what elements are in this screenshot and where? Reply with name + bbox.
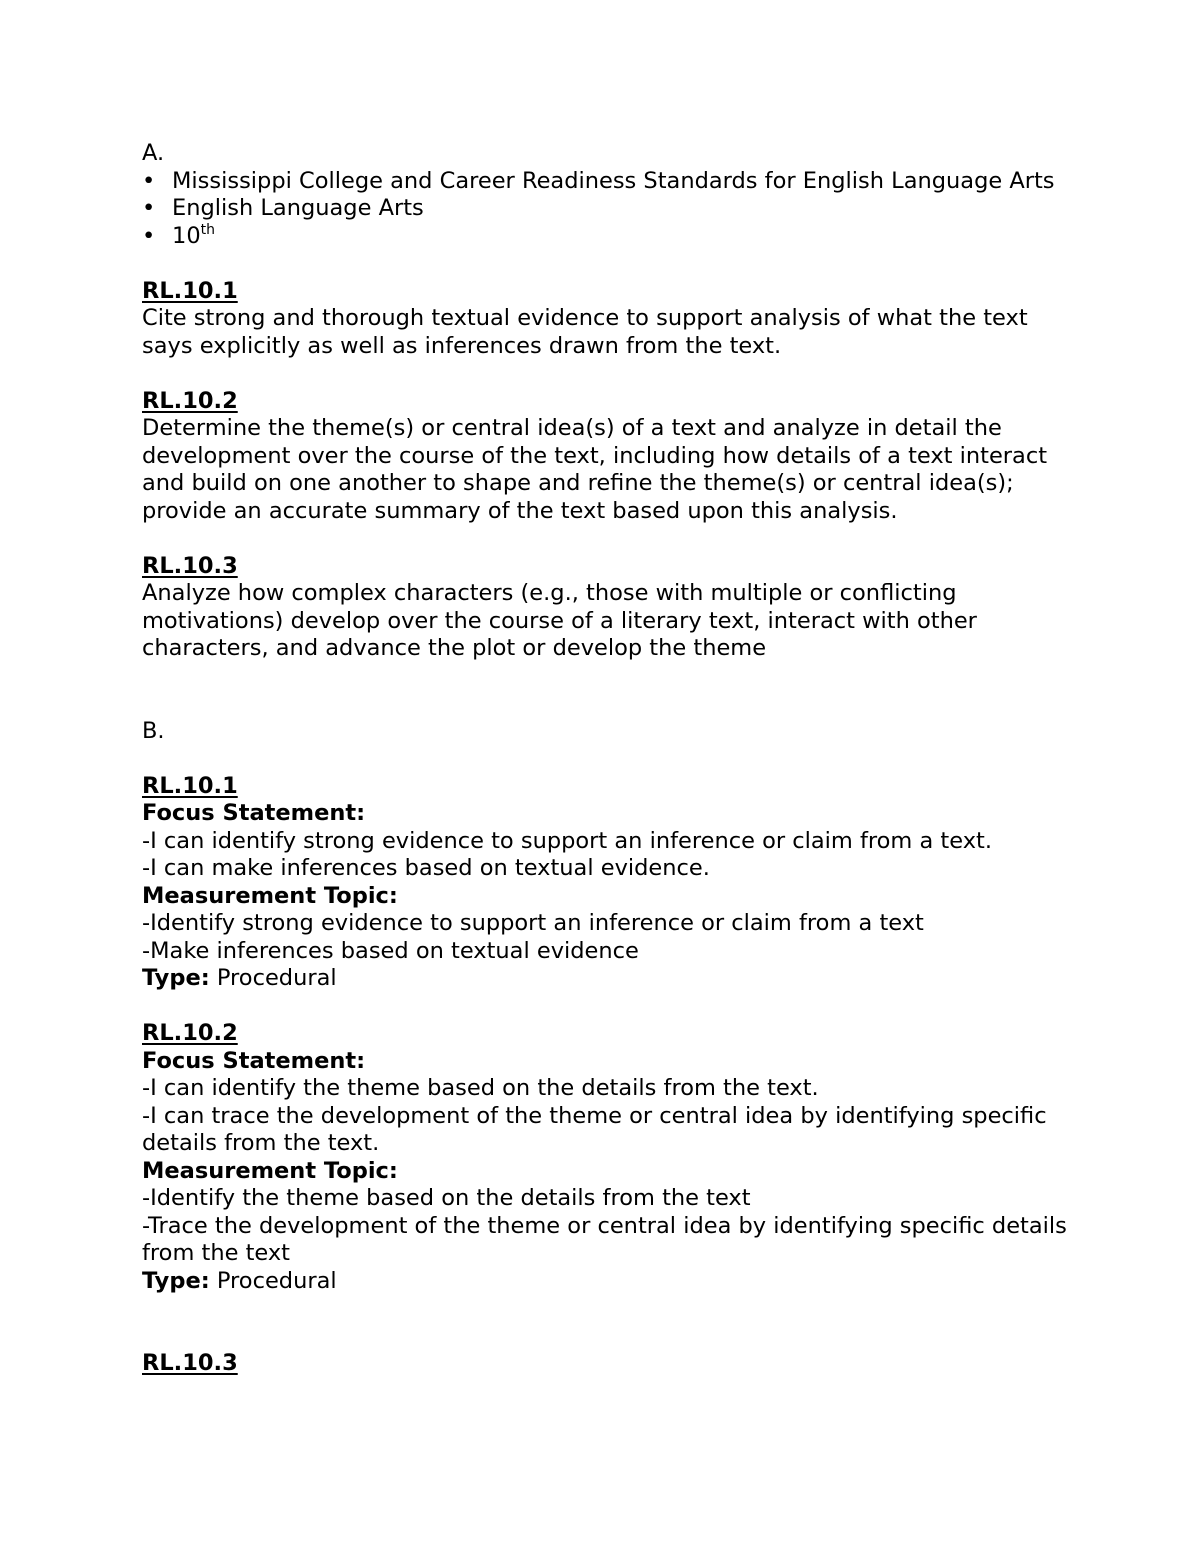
standard-code: RL.10.3	[142, 552, 238, 579]
measurement-topic-label: Measurement Topic:	[142, 882, 398, 909]
type-label: Type:	[142, 965, 210, 991]
focus-item: -I can identify strong evidence to support an inference or claim from a text.	[142, 827, 992, 854]
bullet-icon: •	[142, 195, 156, 221]
focus-statement-label: Focus Statement:	[142, 800, 366, 826]
grade-value	[172, 223, 1082, 251]
measurement-item: -Identify the theme based on the details from the text	[142, 1185, 751, 1211]
section-b-label: B.	[142, 717, 165, 744]
type-row	[142, 1268, 1082, 1296]
bullet-text: English Language Arts	[172, 195, 424, 221]
bullet-text: Mississippi College and Career Readiness Standards for English Language Arts	[172, 167, 1055, 194]
entry-code: RL.10.2	[142, 1020, 238, 1046]
measurement-item: -Trace the development of the theme or central idea by identifying specific details from the text	[142, 1212, 1067, 1266]
type-row	[142, 965, 1082, 993]
grade-number: 10	[172, 222, 201, 249]
standard-text: Analyze how complex characters (e.g., those with multiple or conflicting motivations) develop over the course of a literary text, interact with other characters, and advance the plot or develop the theme	[142, 580, 977, 661]
measurement-topic-label: Measurement Topic:	[142, 1157, 398, 1184]
type-value: Procedural	[216, 965, 337, 991]
section-a-label: A.	[142, 140, 165, 166]
type-label: Type:	[142, 1267, 210, 1294]
bullet-item-grade	[142, 223, 1082, 251]
standard-text: Cite strong and thorough textual evidence to support analysis of what the text says explicitly as well as inferences drawn from the text.	[142, 305, 1028, 359]
standard-text: Determine the theme(s) or central idea(s) of a text and analyze in detail the development over the course of the text, including how details of a text interact and build on one another to shape and refine the theme(s) or central idea(s); provide an accurate summary of the text based upon this analysis.	[142, 415, 1048, 524]
standard-code: RL.10.2	[142, 387, 238, 414]
bullet-item-standards-name	[142, 168, 1082, 196]
focus-item: -I can make inferences based on textual evidence.	[142, 855, 710, 881]
bullet-icon: •	[142, 167, 156, 194]
focus-statement-label: Focus Statement:	[142, 1047, 366, 1074]
measurement-item: -Identify strong evidence to support an inference or claim from a text	[142, 910, 924, 936]
bullet-icon: •	[142, 222, 156, 249]
grade-suffix: th	[200, 221, 216, 238]
document-page	[142, 140, 1082, 1378]
measurement-item: -Make inferences based on textual evidence	[142, 937, 639, 964]
focus-item: -I can trace the development of the theme or central idea by identifying specific details from the text.	[142, 1102, 1047, 1156]
type-value: Procedural	[216, 1267, 337, 1294]
entry-code: RL.10.3	[142, 1350, 238, 1376]
entry-code: RL.10.1	[142, 772, 238, 799]
focus-item: -I can identify the theme based on the details from the text.	[142, 1075, 819, 1101]
bullet-item-subject	[142, 195, 1082, 223]
standard-code: RL.10.1	[142, 277, 238, 304]
